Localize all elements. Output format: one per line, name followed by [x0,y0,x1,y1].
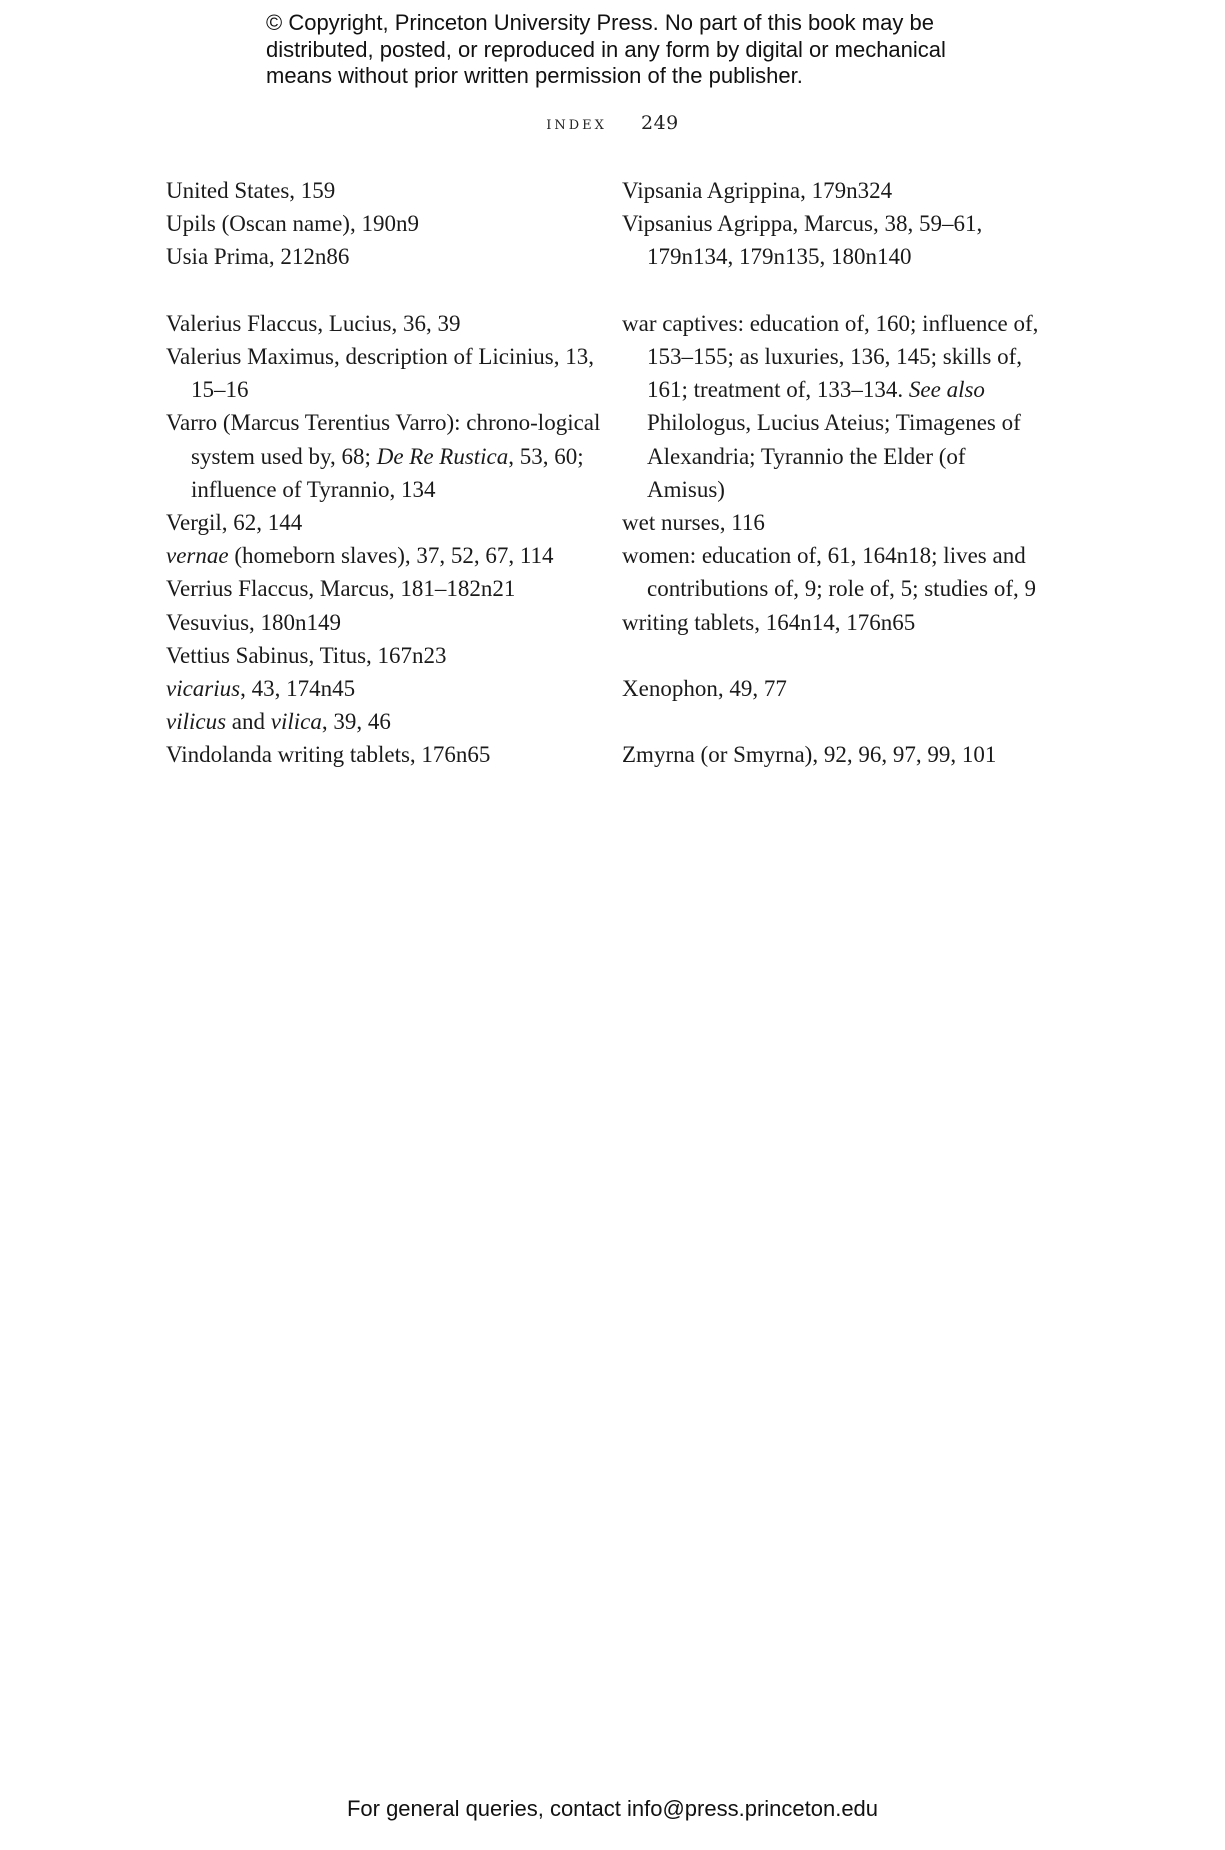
index-entry-text: , 43, 174n45 [240,676,356,702]
index-entry-italic-text: vilica [270,709,322,735]
index-entry [166,672,606,705]
index-entry-text: Vipsanius Agrippa, Marcus, 38, 59–61, 179n134, 179n135, 180n140 [622,211,983,270]
index-entry [166,240,606,273]
index-entry-text: Vipsania Agrippina, 179n324 [622,178,893,203]
index-entry-text: and [226,709,271,735]
index-entry [166,340,606,406]
index-entry-text: writing tablets, 164n14, 176n65 [622,609,916,635]
index-entry [622,207,1042,273]
index-entry [166,174,606,207]
index-entry-text: Usia Prima, 212n86 [166,244,350,270]
index-entry-text: Vindolanda writing tablets, 176n65 [166,742,491,768]
index-entry-text: Upils (Oscan name), 190n9 [166,211,419,237]
index-column-right [622,174,1042,772]
index-column-left [166,174,606,772]
index-entry [622,307,1042,506]
index-entry-text: Verrius Flaccus, Marcus, 181–182n21 [166,576,516,602]
index-entry-text: Xenophon, 49, 77 [622,676,787,702]
index-entry [166,207,606,240]
running-head-label: index [546,112,607,134]
index-entry-italic-text: vernae [166,543,229,569]
index-entry [166,738,606,771]
index-entry [622,672,1042,705]
index-entry-text: Philologus, Lucius Ateius; Timagenes of Alexandria; Tyrannio the Elder (of Amisus) [647,410,1021,502]
index-entry-text: women: education of, 61, 164n18; lives and contributions of, 9; role of, 5; studies of, 9 [622,543,1037,602]
index-entry-text: wet nurses, 116 [622,510,765,536]
index-entry-text: (homeborn slaves), 37, 52, 67, 114 [228,543,554,569]
footer-contact: For general queries, contact info@press.princeton.edu [346,1796,879,1821]
index-entry [622,606,1042,639]
index-entry [166,572,606,605]
index-entry-text: Valerius Flaccus, Lucius, 36, 39 [166,310,461,336]
index-entry [166,506,606,539]
index-entry-text: , 53, 60; influence of Tyrannio, 134 [191,443,584,502]
running-head [0,112,1225,134]
index-entry-italic-text: De Re Rustica [376,443,509,469]
index-entry [622,174,1042,207]
index-entry [166,606,606,639]
index-entry-italic-text: See also [908,377,985,403]
index-entry [622,506,1042,539]
index-entry-text: Vesuvius, 180n149 [166,609,342,635]
index-entry-text: Vettius Sabinus, Titus, 167n23 [166,642,447,668]
index-entry-text: , 39, 46 [321,709,391,735]
index-entry [166,639,606,672]
index-entry-text: Zmyrna (or Smyrna), 92, 96, 97, 99, 101 [622,742,997,768]
index-entry [622,738,1042,771]
index-entry-text: Varro (Marcus Terentius Varro): chrono-logical system used by, 68; [166,410,601,469]
index-entry-text: United States, 159 [166,178,336,203]
index-entry [166,307,606,340]
page-number: 249 [640,112,679,134]
index-entry [166,539,606,572]
index-entry-text: Valerius Maximus, description of Licinius, 13, 15–16 [166,344,594,403]
index-entry-italic-text: vilicus [166,709,227,735]
index-entry [166,406,606,506]
index-entry [622,539,1042,605]
index-entry [166,705,606,738]
index-entry-text: war captives: education of, 160; influence of, 153–155; as luxuries, 136, 145; skills of, 161; treatment of, 133–134. [622,310,1039,403]
copyright-notice: © Copyright, Princeton University Press. No part of this book may be distributed, posted, or reproduced in any form by digital or mechanical means without prior written permission of the publisher. [266,10,946,88]
index-entry-text: Vergil, 62, 144 [166,510,303,536]
index-entry-italic-text: vicarius [166,676,241,702]
